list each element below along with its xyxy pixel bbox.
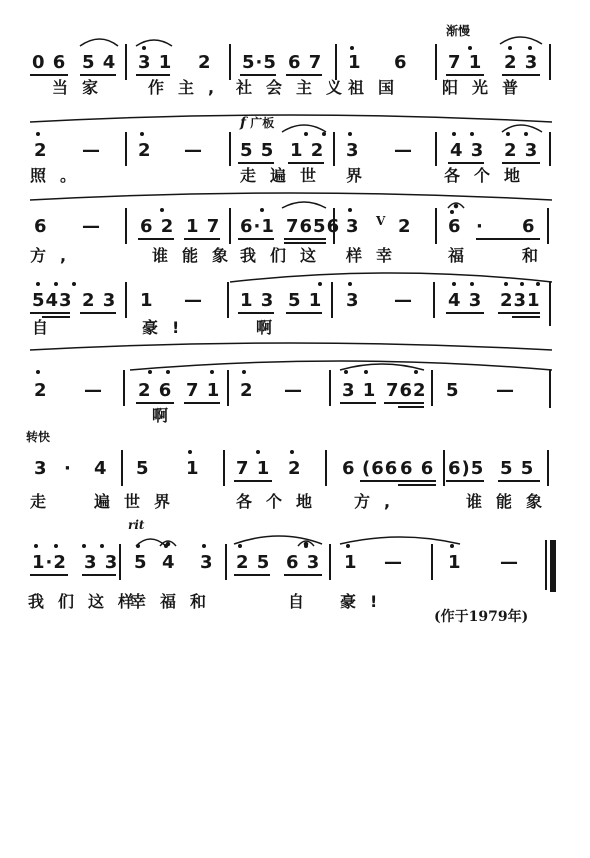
note-group: 4 3 — [448, 290, 483, 311]
note-group: 2 5 — [236, 552, 271, 573]
lyric: 我们这样 — [28, 592, 149, 611]
lyric: 谁能象 — [152, 246, 243, 265]
note-group: 6 — [342, 458, 356, 479]
note-group: 3 1 — [342, 380, 377, 401]
breath-mark: V — [376, 214, 386, 228]
note-group: 2 — [198, 52, 212, 73]
note-group: 1 2 — [290, 140, 325, 161]
note-group: 4 — [94, 458, 108, 479]
lyric: 自 — [32, 318, 63, 337]
note-group: 1 — [140, 290, 154, 311]
lyric: 豪! — [142, 318, 194, 337]
note-group: 3 — [34, 458, 48, 479]
note-group: 7 1 — [186, 380, 221, 401]
note-group: 6 — [522, 216, 536, 237]
note-group: 3 — [346, 216, 360, 237]
note-group: — — [500, 552, 519, 573]
note-group: 1 — [348, 52, 362, 73]
note-group: 2 3 — [504, 52, 539, 73]
note-group: 4 — [162, 552, 176, 573]
note-group: — — [284, 380, 303, 401]
note-group: 543 — [32, 290, 73, 311]
bar-lines — [120, 44, 553, 590]
lyric: 社会主义 — [236, 78, 357, 97]
lyric: 祖国 — [348, 78, 409, 97]
note-group: 2 — [398, 216, 412, 237]
note-group: 3 — [346, 140, 360, 161]
note-group: 1 — [344, 552, 358, 573]
slurs — [30, 37, 552, 546]
lyric: 我们这 — [240, 246, 331, 265]
lyric: 啊 — [256, 318, 287, 337]
lyric: 福 — [448, 246, 479, 265]
final-barline — [550, 540, 556, 592]
lyric: 各个地 — [236, 492, 327, 511]
note-group: 5 4 — [82, 52, 117, 73]
note-group: 3 — [200, 552, 214, 573]
note-group: 2 — [34, 140, 48, 161]
note-group: 6 6 — [400, 458, 435, 479]
note-group: 1 — [448, 552, 462, 573]
dynamic-mark: f 广板 — [240, 115, 275, 131]
note-group: 2 3 — [82, 290, 117, 311]
note-group: 0 6 — [32, 52, 67, 73]
note-group: 5 — [446, 380, 460, 401]
lyric: 啊 — [152, 406, 183, 425]
note-group: 7656 — [286, 216, 341, 237]
lyric: 走 — [30, 492, 61, 511]
note-group: 2 — [34, 380, 48, 401]
tempo-zhuankuai: 转快 — [26, 430, 51, 444]
note-group: 6 — [34, 216, 48, 237]
lyric: 当家 — [52, 78, 113, 97]
octave-dots — [34, 46, 540, 548]
note-group: 3 — [346, 290, 360, 311]
lyric: 照。 — [30, 166, 91, 185]
note-group: · — [64, 458, 72, 479]
note-group: 4 3 — [450, 140, 485, 161]
underlines — [30, 75, 540, 575]
note-group: 2 — [240, 380, 254, 401]
note-group: 5 1 — [288, 290, 323, 311]
note-group: 5 — [134, 552, 148, 573]
note-group: (66 — [362, 458, 399, 479]
rit-mark: rit — [128, 518, 145, 532]
note-group: 5 5 — [500, 458, 535, 479]
note-group: — — [496, 380, 515, 401]
note-group: 2 3 — [504, 140, 539, 161]
lyric: 阳光普 — [442, 78, 533, 97]
tempo-jianman: 渐慢 — [446, 24, 471, 38]
composition-date: (作于1979年) — [434, 609, 529, 625]
lyric: 豪! — [340, 592, 392, 611]
note-group: — — [82, 216, 101, 237]
note-group: 7 1 — [236, 458, 271, 479]
lyric: 界 — [346, 166, 377, 185]
note-group: — — [384, 552, 403, 573]
note-group: 6·1 — [240, 216, 275, 237]
note-group: 5 — [136, 458, 150, 479]
lyric: 幸福和 — [130, 592, 221, 611]
note-group: 762 — [386, 380, 427, 401]
note-group: 7 1 — [448, 52, 483, 73]
note-group: 6 2 — [140, 216, 175, 237]
note-group: — — [184, 140, 203, 161]
note-group: 5 5 — [240, 140, 275, 161]
note-group: 231 — [500, 290, 541, 311]
lyric: 各个地 — [444, 166, 535, 185]
note-group: 6 — [394, 52, 408, 73]
note-group: 1·2 — [32, 552, 67, 573]
note-group: — — [84, 380, 103, 401]
lyric: 自 — [288, 592, 319, 611]
note-group: — — [394, 290, 413, 311]
lyric: 样幸 — [346, 246, 407, 265]
note-group: 2 — [138, 140, 152, 161]
note-group: · — [476, 216, 484, 237]
note-group: — — [82, 140, 101, 161]
note-group: 1 — [186, 458, 200, 479]
note-group: 6 3 — [286, 552, 321, 573]
note-group: 1 3 — [240, 290, 275, 311]
note-group: 6 7 — [288, 52, 323, 73]
note-group: 3 3 — [84, 552, 119, 573]
note-group: 3 1 — [138, 52, 173, 73]
lyric: 走遍世 — [240, 166, 331, 185]
note-group: 5·5 — [242, 52, 277, 73]
lyric: 遍世界 — [94, 492, 185, 511]
lyric: 方, — [30, 246, 81, 265]
note-group: — — [394, 140, 413, 161]
note-group: — — [184, 290, 203, 311]
note-group: 1 7 — [186, 216, 221, 237]
note-group: 2 6 — [138, 380, 173, 401]
note-group: 6 — [448, 216, 462, 237]
lyric: 方, — [354, 492, 405, 511]
lyric: 作主, — [148, 78, 229, 97]
lyric: 谁能象 — [466, 492, 557, 511]
fermatas — [160, 203, 464, 546]
lyric: 和 — [522, 246, 553, 265]
note-group: 6)5 — [448, 458, 485, 479]
note-group: 2 — [288, 458, 302, 479]
